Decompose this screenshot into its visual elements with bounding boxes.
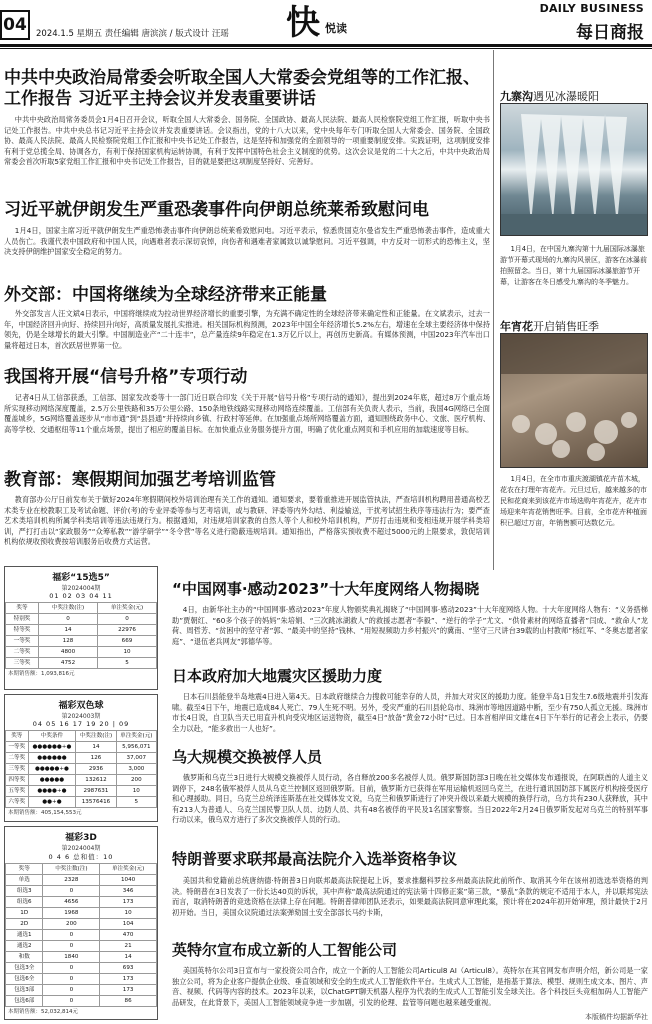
table-row: [6, 985, 157, 996]
article-title: 我国将开展“信号升格”专项行动: [4, 367, 248, 387]
table-cell: 0: [43, 985, 100, 996]
table-row: [6, 775, 157, 786]
article-title: 乌大规模交换被俘人员: [172, 748, 323, 766]
table-header-cell: 单注奖金(元): [98, 603, 157, 614]
sidebar-title-rest: 开启销售旺季: [533, 320, 599, 333]
table-row: [6, 764, 157, 775]
table-cell: 组选3: [6, 886, 43, 897]
table-cell: 0: [39, 614, 98, 625]
article-body: 外交部发言人汪文斌4日表示，中国将继续成为拉动世界经济增长的重要引擎，为充满不确定性的全球经济带来确定性和正能量。在文斌表示，过去一年，中国经济回升向好、持续回升向好，高质量发展扎实推进。相关国际机构预测，2023年中国全年经济增长5.2%左右，增速在全球主要经济体中保持领先，仍是全球增长的最大引擎。中国制造业产“二十连丰”，总产量连续9年稳定在1.3万亿斤以上，再创历史新高。有媒体预测，中国2023年汽车出口量将超过日本，首次跃居世界第一位。: [4, 309, 490, 350]
table-cell: 一等奖: [6, 636, 39, 647]
ice-waterfall-illustration: [501, 104, 647, 235]
table-cell: 1968: [43, 908, 100, 919]
section-logo: 快: [286, 3, 320, 43]
lottery-sales: 本期销售额：405,154,553元: [8, 810, 82, 816]
table-row: [6, 930, 157, 941]
table-cell: ●●+●: [28, 797, 76, 808]
lottery-box-3d: [4, 826, 158, 1020]
article-title: 习近平就伊朗发生严重恐袭事件向伊朗总统莱希致慰问电: [4, 200, 429, 220]
table-row: [6, 908, 157, 919]
table-cell: 5: [98, 658, 157, 669]
table-header-cell: 奖等: [6, 864, 43, 875]
lottery-box-ssq: [4, 694, 158, 822]
table-cell: 三等奖: [6, 764, 29, 775]
article-body: 俄罗斯和乌克兰3日进行大规模交换被俘人员行动，各自释放200多名被俘人员。俄罗斯国防部3日晚在社交媒体发布通报说，在阿联酋的人道主义调停下，248名俄军被俘人员从乌克兰控制区返回俄罗斯。目前，俄罗斯方已获得在军用运输机返回乌克兰，在进行通讯国防部下属医疗机构接受医疗和心理援助。同日，乌克兰总统泽连斯基在社交媒体发文说，乌克兰和俄罗斯进行了冲突升级以来最大规模的换俘行动，乌方共有230人获释放，其中有213人为普通人、乌克兰国民警卫队人员、边防人员、共有48名被俘的平民及1名国家警察。当日2022年2月24日俄罗斯发起对乌克兰的特别军事行动以来，俄乌双方进行了多次交换被俘人员的行动。: [172, 773, 648, 825]
table-row: [6, 996, 157, 1007]
table-cell: 470: [100, 930, 157, 941]
article-title: 英特尔宣布成立新的人工智能公司: [172, 941, 398, 959]
article-body: 1月4日，国家主席习近平就伊朗发生严重恐怖袭击事件向伊朗总统莱希致慰问电。习近平表示，惊悉贵国克尔曼省发生严重恐怖袭击事件，造成重大人员伤亡。我谨代表中国政府和中国人民，向遇难者表示深切哀悼，向伤者和遇难者家属致以诚挚慰问。习近平强调，中方反对一切形式的恐怖主义，坚决支持伊朗维护国家安全稳定的努力。: [4, 226, 490, 257]
table-header-cell: 奖等: [6, 603, 39, 614]
table-cell: 特等奖: [6, 625, 39, 636]
table-cell: ●●●●+●: [28, 786, 76, 797]
table-cell: 组选6: [6, 897, 43, 908]
table-cell: 669: [98, 636, 157, 647]
article-title: 外交部：中国将继续为全球经济带来正能量: [4, 285, 327, 305]
table-cell: 14: [39, 625, 98, 636]
table-cell: 14: [76, 742, 116, 753]
article-title: 日本政府加大地震灾区援助力度: [172, 667, 383, 685]
table-cell: ●●●●●+●: [28, 764, 76, 775]
lottery-table: [5, 602, 157, 669]
table-cell: 2D: [6, 919, 43, 930]
table-cell: 2936: [76, 764, 116, 775]
brand-en: DAILY BUSINESS: [539, 2, 644, 15]
table-cell: 0: [43, 930, 100, 941]
table-row: [6, 875, 157, 886]
table-cell: 二等奖: [6, 647, 39, 658]
lottery-title: 福彩双色球: [58, 701, 104, 711]
table-row: [6, 974, 157, 985]
table-cell: 173: [100, 985, 157, 996]
table-cell: 5,956,071: [116, 742, 156, 753]
flower-market-photo: [500, 333, 648, 468]
table-cell: 六等奖: [6, 797, 29, 808]
table-row: [6, 952, 157, 963]
table-cell: 10: [98, 647, 157, 658]
table-row: [6, 886, 157, 897]
table-cell: 200: [43, 919, 100, 930]
table-cell: 132612: [76, 775, 116, 786]
table-cell: 1840: [43, 952, 100, 963]
table-cell: 单选: [6, 875, 43, 886]
table-cell: 0: [43, 996, 100, 1007]
table-row: [6, 742, 157, 753]
flower-illustration: [501, 334, 647, 467]
table-header-cell: 单注奖金(元): [116, 731, 156, 742]
lottery-sales: 本期销售额：52,032,814元: [8, 1009, 78, 1015]
lottery-table: [5, 730, 157, 808]
table-cell: 4656: [43, 897, 100, 908]
article-body: 美国共和党籍前总统唐纳德·特朗普3日向联邦最高法院提起上诉，要求推翻科罗拉多州最高法院此前所作、取消其今年在该州初选选举资格的判决。特朗普在3日发表了一份长达40页的诉状，其中声称“最高法院通过的宪法第十四修正案”第三款，“暴乱”条款的规定不适用于本人，并以联邦宪法而言，取消特朗普的竞选资格在法律上存在问题。特朗普律师团队还表示，如果最高法院同意审理此案，预计将在2024年初开始审理，预计最快于2月初开始。当日，美国众议院通过法案弹劾国土安全部部长马约卡斯，: [172, 876, 648, 917]
table-cell: 3,000: [116, 764, 156, 775]
table-cell: 104: [100, 919, 157, 930]
table-cell: 200: [116, 775, 156, 786]
article-title: 教育部：寒假期间加强艺考培训监管: [4, 470, 276, 490]
table-row: [6, 658, 157, 669]
sidebar-title: [500, 318, 599, 334]
table-cell: 2328: [43, 875, 100, 886]
date-line: 2024.1.5 星期五 责任编辑 唐滨滨 / 版式设计 汪瑶: [36, 29, 229, 39]
sidebar-title-bold: 年宵花: [500, 320, 533, 333]
lottery-title: 福彩3D: [65, 833, 97, 843]
table-cell: 13576416: [76, 797, 116, 808]
table-part: [6, 731, 157, 742]
table-cell: 693: [100, 963, 157, 974]
table-cell: ●●●●●: [28, 775, 76, 786]
lottery-issue: 第2024004期: [61, 585, 101, 592]
table-cell: 包选3部: [6, 985, 43, 996]
table-cell: 五等奖: [6, 786, 29, 797]
article-body: 教育部办公厅日前发布关于做好2024年寒假期间校外培训治理有关工作的通知。通知要求，要着重推进开展监管执法，严查培训机构聘用普通高校艺术类专业在校教职工及考试命题、评价(考)的专业评委等参与艺考培训，或与教研、评委等内外勾结、利益输送，干扰考试招生秩序等违法行为；要严查艺术类培训机构所属学科类培训等违法违规行为。根据通知，对违规培训家教的自然人等个人和校外培训机构，严厉打击违规和变相违规开展学科类培训，严打打击以“家政服务”“众筹私教”“游学研学”“冬令营”等名义进行隐蔽违规培训。通知指出，严格落实预收费不超过5000元的上限要求，敦促培训机构依规收预收费按培训服务后收费方式运营。: [4, 495, 490, 547]
lottery-title: 福彩“15选5”: [52, 573, 110, 583]
table-cell: 0: [43, 963, 100, 974]
sidebar-title-bold: 九寨沟: [500, 90, 533, 103]
article-title: 特朗普要求联邦最高法院介入选举资格争议: [172, 850, 458, 868]
article-title: “中国网事·感动2023”十大年度网络人物揭晓: [172, 580, 480, 598]
lottery-numbers: 04 05 16 17 19 20 | 09: [32, 720, 130, 728]
table-header-cell: 中奖注数(注): [39, 603, 98, 614]
table-cell: 三等奖: [6, 658, 39, 669]
table-header-cell: 单注奖金(元): [100, 864, 157, 875]
table-header-cell: 奖等: [6, 731, 29, 742]
article-body: 美国英特尔公司3日宣布与一家投资公司合作，成立一个新的人工智能公司Articul8 AI（Articul8）。英特尔在其官网发布声明介绍，新公司是一家独立公司，将为企业客户提供企业级、垂直领域和安全的生成式人工智能软件平台。生成式人工智能，是指基于算法、模型、规则生成文本、图片、声音、视频、代码等内容的技术。2023年以来，以ChatGPT聊天机器人程序为代表的生成式人工智能引发全球关注。各个科技巨头竞相加码人工智能产品研发，在此背景下，美国人工智能领域竞争进一步加剧，引发的伦理、监管等问题也越来越受重视。: [172, 966, 648, 1007]
column-divider: [493, 50, 494, 570]
table-cell: 86: [100, 996, 157, 1007]
table-header-cell: 中奖注数(注): [76, 731, 116, 742]
table-row: [6, 897, 157, 908]
table-cell: 10: [116, 786, 156, 797]
lottery-numbers: 01 02 03 04 11: [49, 592, 113, 600]
table-cell: 4800: [39, 647, 98, 658]
table-cell: 和数: [6, 952, 43, 963]
table-row: [6, 941, 157, 952]
table-cell: 1040: [100, 875, 157, 886]
table-cell: ●●●●●●+●: [28, 742, 76, 753]
table-cell: 包选6全: [6, 974, 43, 985]
table-row: [6, 753, 157, 764]
lottery-sales: 本期销售额：1,093,816元: [8, 671, 75, 677]
masthead-rule: [0, 44, 652, 47]
table-row: [6, 636, 157, 647]
sidebar-title-rest: 遇见冰瀑暖阳: [533, 90, 599, 103]
table-cell: 10: [100, 908, 157, 919]
table-row: [6, 625, 157, 636]
section-name: 悦读: [325, 22, 347, 35]
table-cell: 126: [76, 753, 116, 764]
sidebar-caption: 1月4日，在中国九寨沟第十九届国际冰瀑旅游节开幕式现场的九寨沟风景区，游客在冰瀑前拍照留念。当日，第十九届国际冰瀑旅游节开幕，让游客在冬日感受九寨沟的冬季魅力。: [500, 245, 647, 286]
table-cell: 2987631: [76, 786, 116, 797]
table-part: [6, 603, 157, 614]
table-cell: 0: [98, 614, 157, 625]
table-cell: 一等奖: [6, 742, 29, 753]
lottery-issue: 第2024004期: [61, 845, 101, 852]
article-body: 日本石川县能登半岛地震4日进入第4天。日本政府继续合力搜救可能幸存的人员，并加大对灾区的援助力度。能登半岛1日发生7.6级地震并引发海啸。截至4日下午，地震已造成84人死亡、79人生死不明。另外，受灾严重的石川县轮岛市、珠洲市等地因道路中断，至少有750人孤立无援。珠洲市市长4日说，自卫队当天已用直升机向受灾地区运送物资，截至4日“放备”黄金72小时”已过。日本首相岸田文雄在4日下午举行的记者会上表示，仍要全力以赴，“能多救出一人也好”。: [172, 692, 648, 733]
article-body: 4日，由新华社主办的“中国网事·感动2023”年度人物颁奖典礼揭晓了“中国网事·感动2023”十大年度网络人物。十大年度网络人物有：“义务搭梯助”贾朝红、“60多个孩子的妈妈”朱培娟、“三次跳冰湖救人”的救援志愿者“李毅”、“逆行的学子”尤文、“供骨素材的网络直播者”闫成、“救命人”龙荷、周哲芳、“贫困中的坚守者”郭、“最美中的坚持”钱林、“用短视频助力乡村振兴”的冀南、“坚守三尺讲台39载的山村教师”杨红军、“冬奥志愿者家庭”、“退伍老兵网友”郭德华等。: [172, 605, 648, 646]
table-cell: 1D: [6, 908, 43, 919]
table-row: [6, 797, 157, 808]
table-cell: 37,007: [116, 753, 156, 764]
table-cell: ●●●●●●: [28, 753, 76, 764]
lottery-table: [5, 863, 157, 1007]
table-cell: 173: [100, 897, 157, 908]
table-header-cell: 中奖条件: [28, 731, 76, 742]
article-body: 记者4日从工信部获悉，工信部、国家发改委等十一部门近日联合印发《关于开展“信号升格”专项行动的通知》，提出到2024年底，超过8万个重点场所实现移动网络深度覆盖，2.5万公里铁路和35万公里公路、150条地铁线路实现移动网络连续覆盖。工信部有关负责人表示，当前，我国4G网络已全面覆盖城乡，5G网络覆盖逐步从“市市通”到“县县通”并持续向乡镇、行政村等延伸。在加强重点场所网络覆盖方面，通知围绕政务中心、文旅、医疗机构、高等学校、交通枢纽等11个重点场景，提出了相应的覆盖目标。在加快重点业务服务提升方面，明确了优化重点网页和手机应用的加载速度等目标。: [4, 393, 490, 434]
table-cell: 四等奖: [6, 775, 29, 786]
table-cell: 特别奖: [6, 614, 39, 625]
lottery-issue: 第2024003期: [61, 713, 101, 720]
table-row: [6, 786, 157, 797]
table-cell: 包选3全: [6, 963, 43, 974]
sidebar-caption: 1月4日，在全市市重庆渡湖镇花卉苗木城，花农在打理年宵花卉。元旦过后，越来越多的市民和花商来到该花卉市场选购年宵花卉，花卉市场迎来年宵花销售旺季。目前，全市花卉种植面积已超过万亩，年销售额可达数亿元。: [500, 475, 647, 527]
waterfall-photo: [500, 103, 648, 236]
table-row: [6, 614, 157, 625]
table-cell: 346: [100, 886, 157, 897]
brand-cn: 每日商报: [576, 23, 644, 43]
table-cell: 5: [116, 797, 156, 808]
table-cell: 0: [43, 941, 100, 952]
table-row: [6, 647, 157, 658]
table-row: [6, 963, 157, 974]
article-body: 中共中央政治局常务委员会1月4日召开会议，听取全国人大常委会、国务院、全国政协、最高人民法院、最高人民检察院党组工作汇报，听取中央书记处工作报告。中共中央总书记习近平主持会议并发表重要讲话。会议指出，党的十八大以来，党中央每年专门听取全国人大常委会、国务院、全国政协、最高人民法院、最高人民检察院党组工作汇报和中央书记处工作报告，这是坚持和加强党的全面领导的一项重要制度安排。实践证明，这项制度安排有利于党总揽全局、协调各方，有利于保持国家机构运转协调，有利于发挥中国特色社会主义制度的优势。这次会议是党的二十大之后，中共中央政治局常委会首次听取5家党组工作汇报和中央书记处工作报告，目的就是要把这项制度坚持好、完善好。: [4, 115, 490, 167]
table-cell: 14: [100, 952, 157, 963]
lottery-box-15x5: [4, 566, 158, 690]
table-cell: 0: [43, 974, 100, 985]
table-cell: 22976: [98, 625, 157, 636]
table-cell: 4752: [39, 658, 98, 669]
masthead-rule-thin: [0, 48, 652, 49]
table-part: [6, 864, 157, 875]
table-cell: 二等奖: [6, 753, 29, 764]
lottery-numbers: 0 4 6 总和值：10: [48, 853, 114, 861]
table-cell: 173: [100, 974, 157, 985]
table-cell: 21: [100, 941, 157, 952]
article-title: 中共中央政治局常委会听取全国人大常委会党组等的工作汇报、工作报告 习近平主持会议并发表重要讲话: [4, 68, 480, 109]
table-cell: 通选2: [6, 941, 43, 952]
table-row: [6, 919, 157, 930]
source-note: 本版稿件均据新华社: [585, 1013, 648, 1021]
table-cell: 通选1: [6, 930, 43, 941]
sidebar-title: [500, 88, 599, 104]
table-header-cell: 中奖注数(注): [43, 864, 100, 875]
table-cell: 0: [43, 886, 100, 897]
table-cell: 包选6部: [6, 996, 43, 1007]
page-number: 04: [0, 10, 30, 40]
table-cell: 128: [39, 636, 98, 647]
